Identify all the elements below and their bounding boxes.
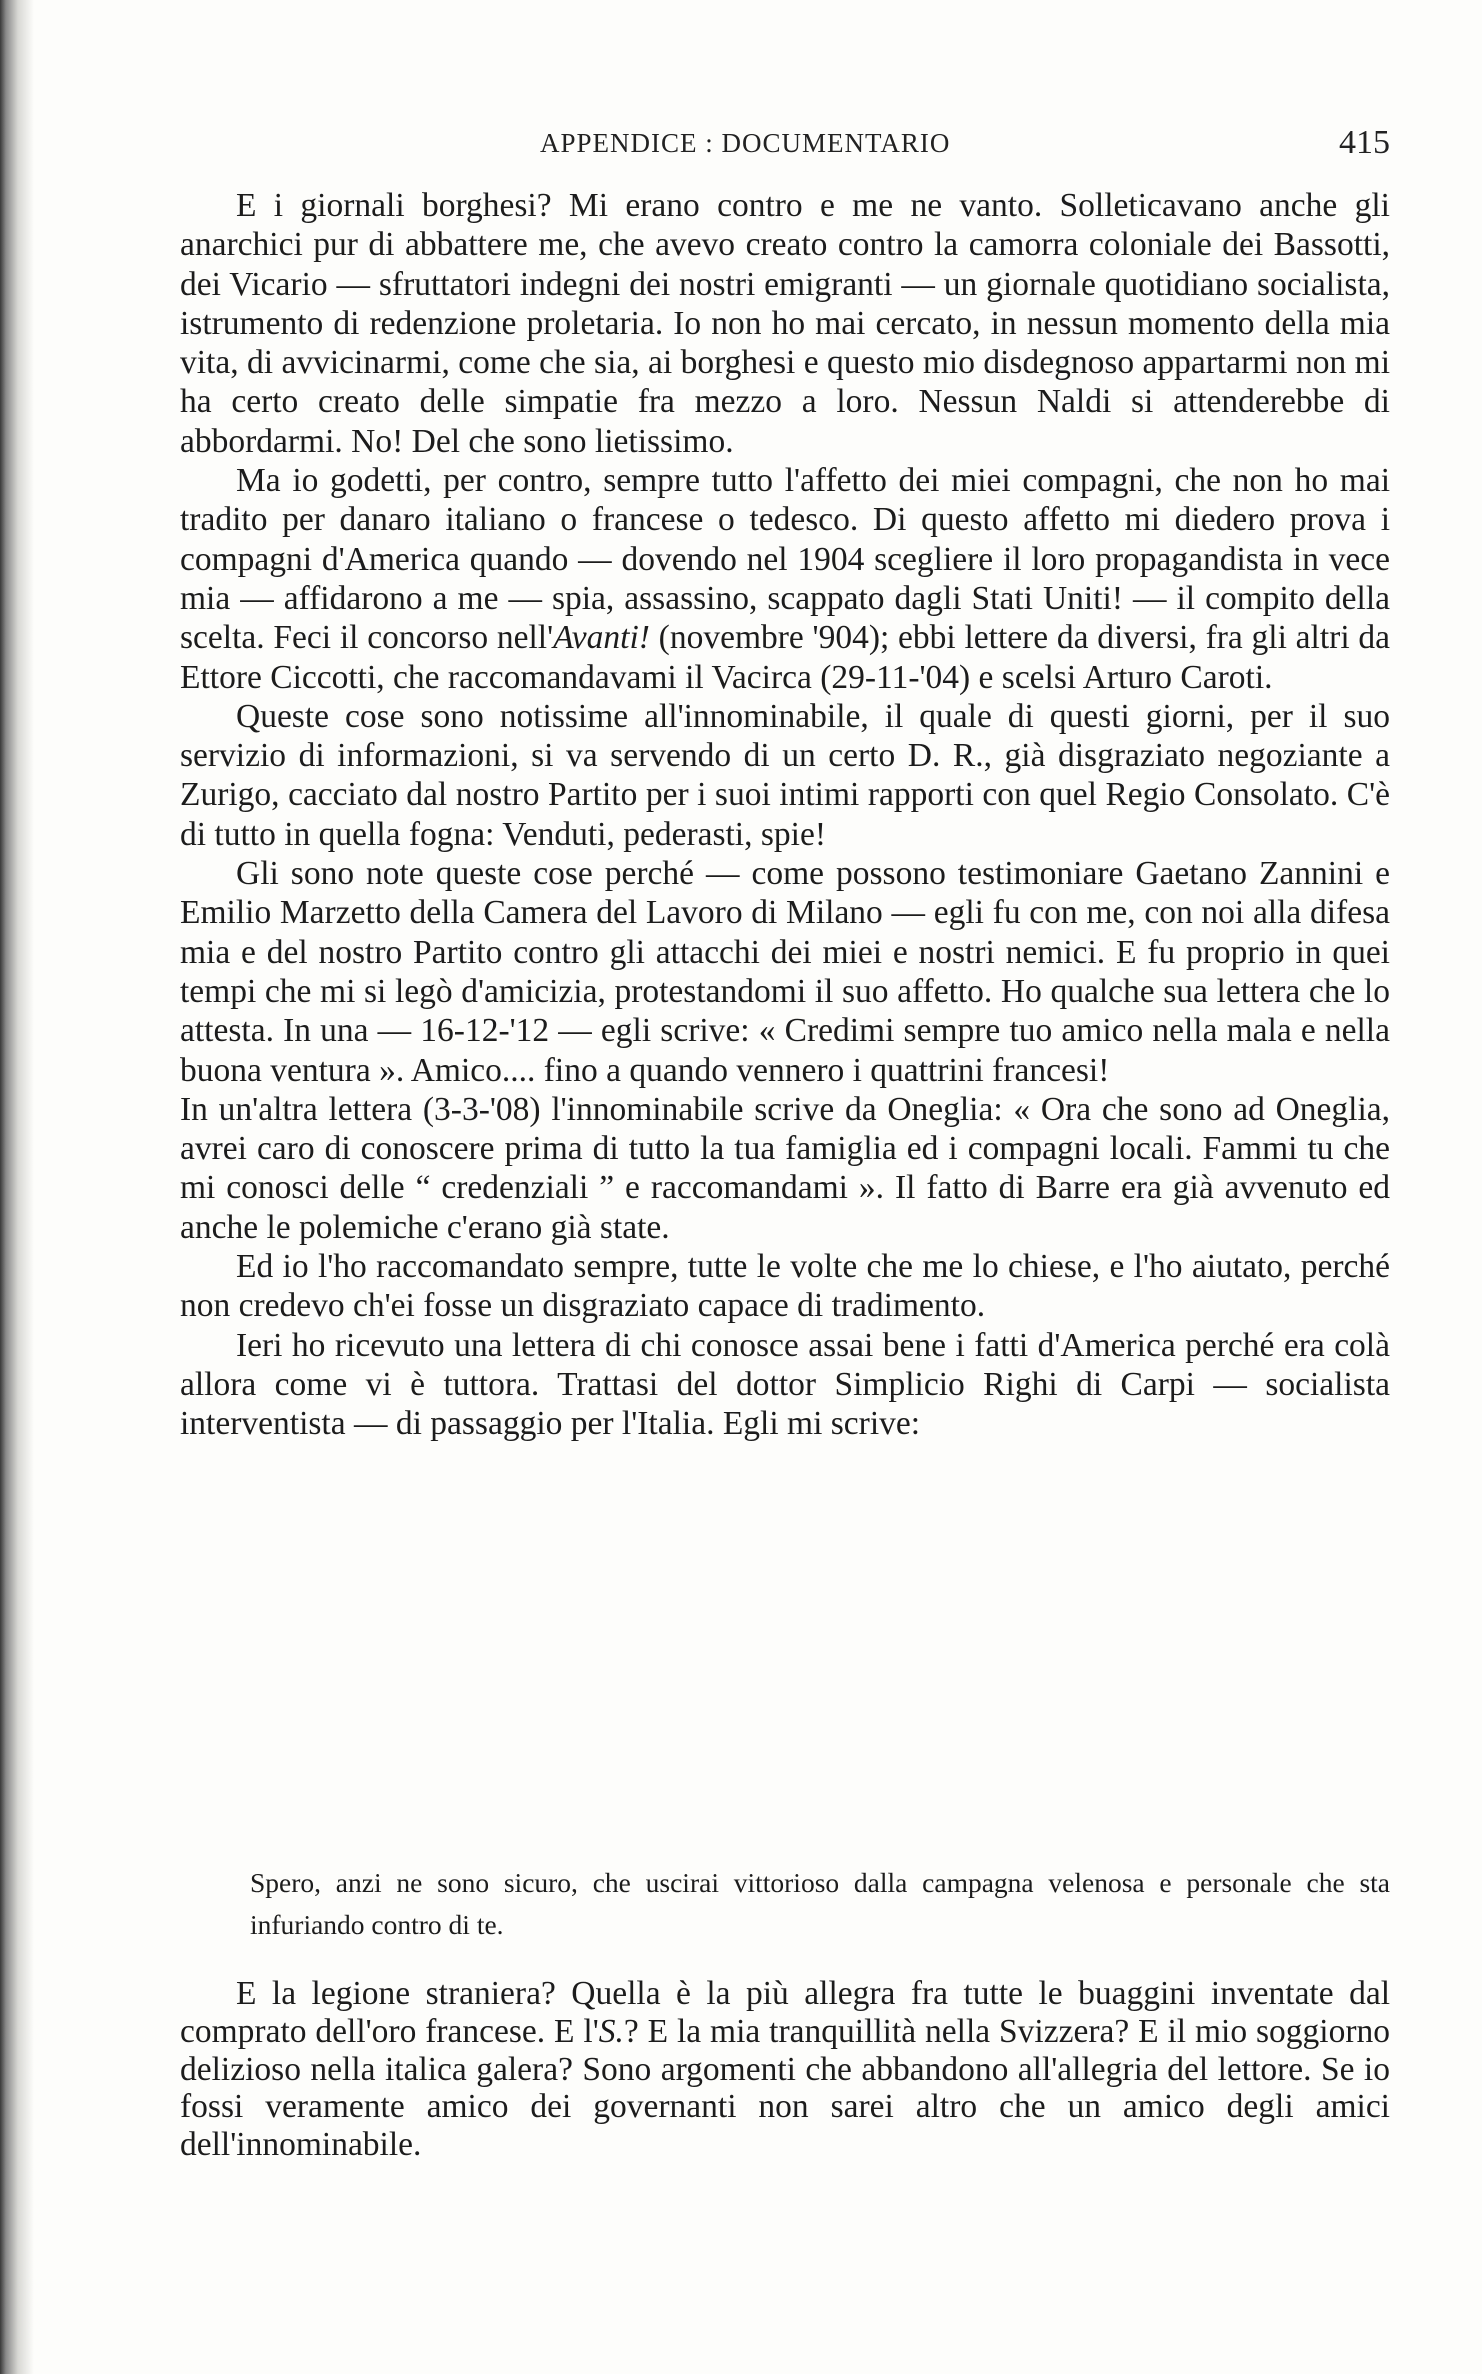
- paragraph-7: Ieri ho ricevuto una lettera di chi conosce assai bene i fatti d'America perché era colà allora come vi è tuttora. Trattasi del dottor Simplicio Righi di Carpi — socialista interventista — di passaggio per l'Italia. Egli mi scrive:: [180, 1326, 1390, 1443]
- closing-part-1: E la legione straniera? Quella è la più allegra fra tutte le buaggini inventate dal comprato dell'oro francese. E l': [180, 1975, 1390, 2050]
- paragraph-2-lead: Ma io godetti, per contro, sempre tutto l'affetto dei miei compagni, che non ho mai tradito per danaro italiano o francese o tedesco. Di questo affetto mi diedero prova i compagni d'America quando — dovendo nel 1904 scegliere il loro propagandista in vece mia — affidarono a me — spia, assassino, scappato dagli Stati Uniti! — il compito della scelta. Feci il concorso nell': [180, 462, 1390, 657]
- closing-paragraph: [180, 1975, 1390, 2164]
- newspaper-title: Avanti!: [553, 619, 650, 657]
- running-head: [180, 124, 1390, 168]
- paragraph-2: [180, 461, 1390, 697]
- closing-part-2: ? E la mia tranquillità nella Svizzera? E il mio soggiorno delizioso nella italica galera? Sono argomenti che abbandono all'allegria del lettore. Se io fossi veramente amico dei governanti non sarei altro che un amico degli amici dell'innominabile.: [180, 2012, 1390, 2164]
- quote-text: Spero, anzi ne sono sicuro, che uscirai vittorioso dalla campagna velenosa e personale che sta infuriando contro di te.: [250, 1867, 1390, 1940]
- paragraph-5: In un'altra lettera (3-3-'08) l'innominabile scrive da Oneglia: « Ora che sono ad Oneglia, avrei caro di conoscere prima di tutto la tua famiglia ed i compagni locali. Fammi tu che mi conosci delle “ credenziali ” e raccomandami ». Il fatto di Barre era già avvenuto ed anche le polemiche c'erano già state.: [180, 1090, 1390, 1246]
- closing-text: [180, 1975, 1390, 2164]
- paragraph-6: Ed io l'ho raccomandato sempre, tutte le volte che me lo chiese, e l'ho aiutato, perché non credevo ch'ei fosse un disgraziato capace di tradimento.: [180, 1248, 1390, 1325]
- paragraph-2-tail: (novembre '904); ebbi lettere da diversi, fra gli altri da Ettore Ciccotti, che raccomandavami il Vacirca (29-11-'04) e scelsi Arturo Caroti.: [180, 619, 1390, 696]
- paragraph-4: Gli sono note queste cose perché — come possono testimoniare Gaetano Zannini e Emilio Marzetto della Camera del Lavoro di Milano — egli fu con me, con noi alla difesa mia e del nostro Partito contro gli attacchi dei miei e nostri nemici. E fu proprio in quei tempi che mi si legò d'amicizia, protestandomi il suo affetto. Ho qualche sua lettera che lo attesta. In una — 16-12-'12 — egli scrive: « Credimi sempre tuo amico nella mala e nella buona ventura ». Amico.... fino a quando vennero i quattrini francesi!: [180, 855, 1390, 1089]
- scan-binding-shadow: [0, 0, 34, 2374]
- paragraph-1: E i giornali borghesi? Mi erano contro e me ne vanto. Solleticavano anche gli anarchici pur di abbattere me, che avevo creato contro la camorra coloniale dei Bassotti, dei Vicario — sfruttatori indegni dei nostri emigranti — un giornale quotidiano socialista, istrumento di redenzione proletaria. Io non ho mai cercato, in nessun momento della mia vita, di avvicinarmi, come che sia, ai borghesi e questo mio disdegnoso appartarmi non mi ha certo creato delle simpatie fra mezzo a loro. Nessun Naldi si attenderebbe di abbordarmi. No! Del che sono lietissimo.: [180, 187, 1390, 460]
- closing-italic: S.: [598, 2012, 624, 2050]
- quoted-letter: [250, 1862, 1390, 1946]
- paragraph-3: Queste cose sono notissime all'innominabile, il quale di questi giorni, per il suo servizio di informazioni, si va servendo di un certo D. R., già disgraziato negoziante a Zurigo, cacciato dal nostro Partito per i suoi intimi rapporti con quel Regio Consolato. C'è di tutto in quella fogna: Venduti, pederasti, spie!: [180, 697, 1390, 853]
- running-head-title: APPENDICE : DOCUMENTARIO: [540, 128, 951, 158]
- page-number: 415: [1339, 124, 1390, 161]
- main-text: [180, 186, 1390, 1444]
